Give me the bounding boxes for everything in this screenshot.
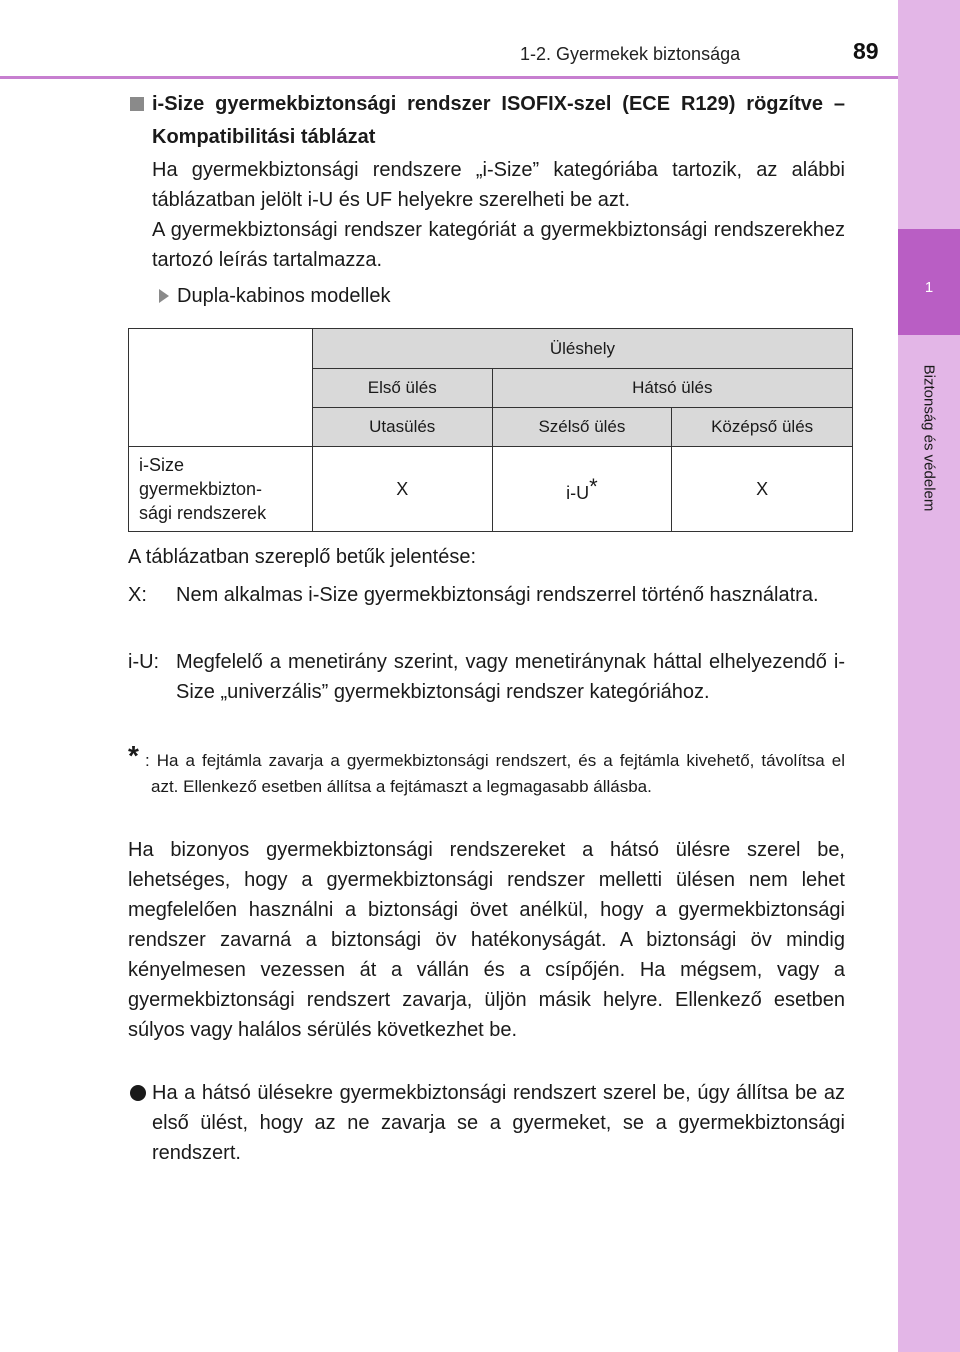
side-tab-band xyxy=(898,0,960,1352)
legend-term-x: X: xyxy=(128,584,147,606)
table-header-center-seat: Középső ülés xyxy=(672,408,853,447)
row-label-line: sági rendszerek xyxy=(139,503,267,523)
footnote-marker: * xyxy=(589,474,598,499)
table-header-seat-position: Üléshely xyxy=(312,329,852,369)
table-header-outer-seat: Szélső ülés xyxy=(492,408,672,447)
compatibility-table xyxy=(128,328,853,532)
intro-text xyxy=(152,155,845,275)
row-label-line: gyermekbizton- xyxy=(139,479,263,499)
bullet-paragraph: Ha a hátsó ülésekre gyermekbiztonsági rendszert szerel be, úgy állítsa be az első ülést, hogy az ne zavarja se a gyermeket, se a gyermekbiztonsági rendszert. xyxy=(152,1082,845,1164)
cell-outer-value: i-U xyxy=(566,483,590,503)
chapter-label: Biztonság és védelem xyxy=(920,364,938,512)
legend-text-x: Nem alkalmas i-Size gyermekbiztonsági rendszerrel történő használatra. xyxy=(176,584,819,606)
round-bullet-icon xyxy=(130,1085,146,1101)
section-title: i-Size gyermekbiztonsági rendszer ISOFIX-szel (ECE R129) rögzítve – Kompatibilitási táblázat xyxy=(152,93,845,148)
table-cell-outer xyxy=(492,447,672,532)
table-header-rear-seat: Hátsó ülés xyxy=(492,369,852,408)
table-row-label xyxy=(129,447,313,532)
table-corner-cell xyxy=(129,329,313,447)
chapter-number: 1 xyxy=(924,279,934,296)
intro-paragraph-1: Ha gyermekbiztonsági rendszere „i-Size” kategóriába tartozik, az alábbi táblázatban jelölt i-U és UF helyekre szerelheti be azt. xyxy=(152,159,845,211)
table-cell-passenger: X xyxy=(312,447,492,532)
square-bullet-icon xyxy=(130,97,144,111)
table-header-passenger-seat: Utasülés xyxy=(312,408,492,447)
row-label-line: i-Size xyxy=(139,455,185,475)
model-label: Dupla-kabinos modellek xyxy=(177,285,391,307)
table-cell-center: X xyxy=(672,447,853,532)
page-number: 89 xyxy=(853,38,879,64)
legend-term-iu: i-U: xyxy=(128,651,160,673)
body-paragraph: Ha bizonyos gyermekbiztonsági rendszereket a hátsó ülésre szerel be, lehetséges, hogy a gyermekbiztonsági rendszer melletti ülésen nem lehet megfelelően használni a biztonsági övet anélkül, hogy a gyermekbiztonsági rendszer zavarná a biztonsági öv hatékonyságát. A biztonsági öv mindig kényelmesen vezessen át a vállán és a csípőjén. Ha mégsem, vagy a gyermekbiztonsági rendszert zavarja, üljön másik helyre. Ellenkező esetben súlyos vagy halálos sérülés következhet be. xyxy=(128,839,845,1041)
footnote-asterisk: * xyxy=(128,740,139,771)
header-divider xyxy=(0,76,898,79)
legend-text-iu: Megfelelő a menetirány szerint, vagy menetiránynak háttal elhelyezendő i-Size „univerzális” gyermekbiztonsági rendszer kategóriához. xyxy=(176,651,845,703)
side-chapter-marker xyxy=(898,229,960,335)
triangle-bullet-icon xyxy=(159,289,169,303)
legend-intro: A táblázatban szereplő betűk jelentése: xyxy=(128,546,477,568)
table-header-front-seat: Első ülés xyxy=(312,369,492,408)
footnote-text: : Ha a fejtámla zavarja a gyermekbiztonsági rendszert, és a fejtámla kivehető, távolítsa el azt. Ellenkező esetben állítsa a fejtámaszt a legmagasabb állásba. xyxy=(145,751,845,796)
intro-paragraph-2: A gyermekbiztonsági rendszer kategóriát a gyermekbiztonsági rendszerekhez tartozó leírás tartalmazza. xyxy=(152,219,845,271)
header-section-title: 1-2. Gyermekek biztonsága xyxy=(520,44,741,64)
